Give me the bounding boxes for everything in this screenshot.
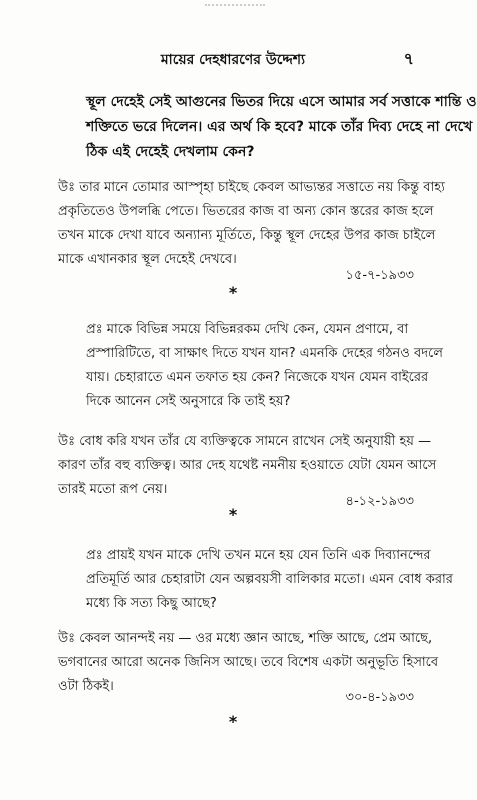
text-line: প্রঃ মাকে বিভিন্ন সময়ে বিভিন্নরকম দেখি কেন, যেমন প্রণামে, বা (86, 322, 409, 337)
text-line: উঃ বোধ করি যখন তাঁর যে ব্যক্তিত্বকে সামনে রাখেন সেই অনুযায়ী হয় — (58, 434, 432, 449)
text-line: দিকে আনেন সেই অনুসারে কি তাই হয়? (86, 394, 291, 409)
section-separator: * (228, 712, 238, 731)
text-line: প্রঃ প্রায়ই যখন মাকে দেখি তখন মনে হয় যেন তিনি এক দিব্যানন্দের (86, 548, 431, 563)
running-header-title: মায়ের দেহধারণের উদ্দেশ্য (160, 52, 306, 68)
text-line: যায়। চেহারাতে এমন তফাত হয় কেন? নিজেকে যখন যেমন বাইরের (86, 370, 429, 385)
text-line: প্রকৃতিতেও উপলব্ধি পেতে। ভিতরের কাজ বা অন্য কোন স্তরের কাজ হলে (58, 204, 434, 219)
text-line: তখন মাকে দেখা যাবে অন্যান্য মূর্তিতে, কিন্তু স্থূল দেহের উপর কাজ চাইলে (58, 228, 436, 243)
answer-paragraph (58, 176, 445, 272)
text-line: ঠিক এই দেহেই দেখলাম কেন? (86, 144, 255, 160)
text-line: উঃ তার মানে তোমার আস্পৃহা চাইছে কেবল আভ্যন্তর সত্তাতে নয় কিন্তু বাহ্য (58, 180, 445, 195)
text-line: শক্তিতে ভরে দিলেন। এর অর্থ কি হবে? মাকে তাঁর দিব্য দেহে না দেখে (86, 119, 473, 135)
date-label: ৪-১২-১৯৩৩ (345, 494, 414, 509)
text-line: তারই মতো রূপ নেয়। (58, 482, 168, 497)
text-line: ওটা ঠিকই। (58, 679, 114, 694)
text-line: স্থূল দেহেই সেই আগুনের ভিতর দিয়ে এসে আমার সর্ব সত্তাকে শান্তি ও (86, 94, 477, 110)
section-separator: * (228, 505, 238, 524)
text-line: মধ্যে কি সত্য কিছু আছে? (86, 596, 217, 611)
text-line: প্রতিমূর্তি আর চেহারাটা যেন অল্পবয়সী বালিকার মতো। এমন বোধ করার (86, 572, 453, 587)
section-separator: * (228, 283, 238, 302)
question-paragraph (86, 544, 453, 616)
text-line: উঃ কেবল আনন্দই নয় — ওর মধ্যে জ্ঞান আছে, শক্তি আছে, প্রেম আছে, (58, 631, 433, 646)
text-line: মাকে এখানকার স্থূল দেহেই দেখবে। (58, 252, 237, 267)
page-number: ৭ (403, 49, 414, 68)
text-line: প্রস্পারিটিতে, বা সাক্ষাৎ দিতে যখন যান? এমনকি দেহের গঠনও বদলে (86, 346, 443, 361)
date-label: ১৫-৭-১৯৩৩ (345, 268, 414, 283)
text-line: ভগবানের আরো অনেক জিনিস আছে। তবে বিশেষ একটা অনুভূতি হিসাবে (58, 655, 439, 670)
date-label: ৩০-৪-১৯৩৩ (345, 690, 414, 705)
question-paragraph-bold (86, 90, 477, 165)
page-top-mark (205, 0, 265, 6)
text-line: কারণ তাঁর বহু ব্যক্তিত্ব। আর দেহ যথেষ্ট নমনীয় হওয়াতে যেটা যেমন আসে (58, 458, 437, 473)
question-paragraph (86, 318, 443, 414)
